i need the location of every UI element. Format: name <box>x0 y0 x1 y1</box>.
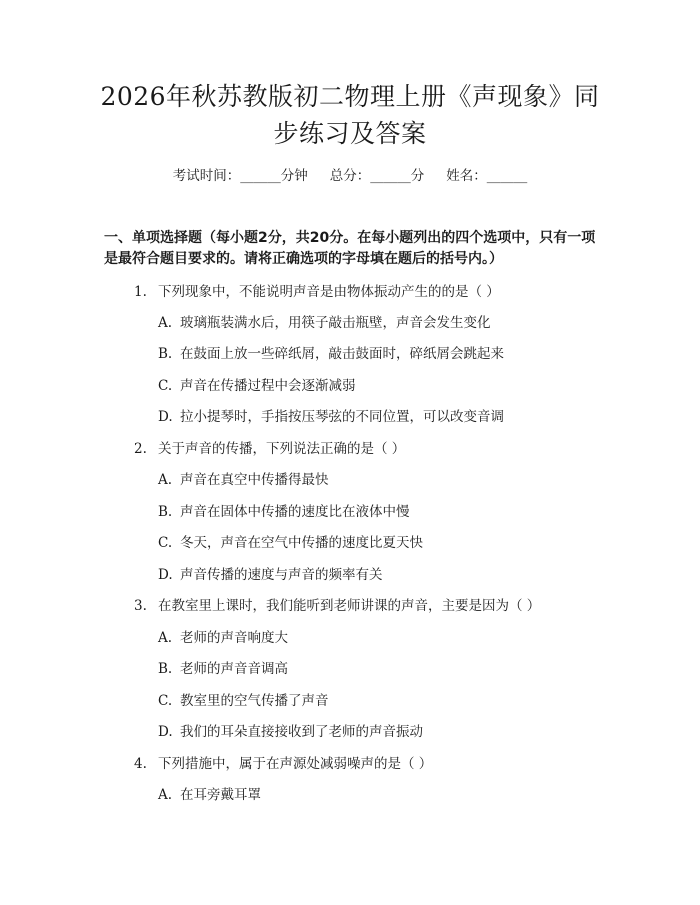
option-letter: B. <box>158 346 173 362</box>
page-title: 2026年秋苏教版初二物理上册《声现象》同步练习及答案 <box>100 82 600 148</box>
option-3b <box>158 659 288 679</box>
option-text: 教室里的空气传播了声音 <box>180 693 329 709</box>
option-letter: C. <box>158 693 173 709</box>
option-2b <box>158 502 410 522</box>
option-text: 拉小提琴时，手指按压琴弦的不同位置，可以改变音调 <box>180 409 504 425</box>
option-text: 声音在固体中传播的速度比在液体中慢 <box>180 504 410 520</box>
option-text: 老师的声音响度大 <box>180 630 288 646</box>
question-3 <box>134 596 540 616</box>
option-letter: D. <box>158 409 173 425</box>
question-2 <box>134 439 405 459</box>
option-3c <box>158 691 329 711</box>
option-letter: A. <box>158 630 173 646</box>
option-3d <box>158 722 423 742</box>
student-name-field: 姓名：______ <box>446 168 528 184</box>
question-number: 3. <box>134 598 147 614</box>
option-text: 声音在传播过程中会逐渐减弱 <box>180 378 356 394</box>
option-text: 我们的耳朵直接接收到了老师的声音振动 <box>180 724 423 740</box>
question-number: 2. <box>134 441 147 457</box>
option-1a <box>158 313 491 333</box>
option-letter: C. <box>158 535 173 551</box>
question-number: 4. <box>134 756 147 772</box>
option-letter: D. <box>158 724 173 740</box>
question-stem: 关于声音的传播，下列说法正确的是（ ） <box>158 441 406 457</box>
option-letter: A. <box>158 315 173 331</box>
option-letter: B. <box>158 504 173 520</box>
option-text: 声音在真空中传播得最快 <box>180 472 329 488</box>
option-letter: A. <box>158 787 173 803</box>
option-letter: A. <box>158 472 173 488</box>
option-text: 玻璃瓶装满水后，用筷子敲击瓶壁，声音会发生变化 <box>180 315 491 331</box>
option-1c <box>158 376 356 396</box>
option-1d <box>158 407 504 427</box>
option-text: 声音传播的速度与声音的频率有关 <box>180 567 383 583</box>
question-4 <box>134 754 432 774</box>
option-text: 在鼓面上放一些碎纸屑，敲击鼓面时，碎纸屑会跳起来 <box>180 346 504 362</box>
question-number: 1. <box>134 284 147 300</box>
option-letter: B. <box>158 661 173 677</box>
total-score-field: 总分：______分 <box>329 168 425 184</box>
option-2d <box>158 565 383 585</box>
option-2a <box>158 470 329 490</box>
section-heading: 一、单项选择题（每小题2分，共20分。在每小题列出的四个选项中，只有一项是最符合题目要求的。请将正确选项的字母填在题后的括号内。） <box>104 230 596 267</box>
question-1 <box>134 282 500 302</box>
option-4a <box>158 785 261 805</box>
option-letter: D. <box>158 567 173 583</box>
question-stem: 下列现象中，不能说明声音是由物体振动产生的的是（ ） <box>158 284 500 300</box>
option-text: 老师的声音音调高 <box>180 661 288 677</box>
option-3a <box>158 628 288 648</box>
option-1b <box>158 344 504 364</box>
question-stem: 下列措施中，属于在声源处减弱噪声的是（ ） <box>158 756 433 772</box>
option-2c <box>158 533 423 553</box>
option-text: 冬天，声音在空气中传播的速度比夏天快 <box>180 535 423 551</box>
option-text: 在耳旁戴耳罩 <box>180 787 261 803</box>
exam-meta-line <box>0 166 700 186</box>
option-letter: C. <box>158 378 173 394</box>
question-stem: 在教室里上课时，我们能听到老师讲课的声音，主要是因为（ ） <box>158 598 541 614</box>
exam-time-field: 考试时间：______分钟 <box>172 168 308 184</box>
